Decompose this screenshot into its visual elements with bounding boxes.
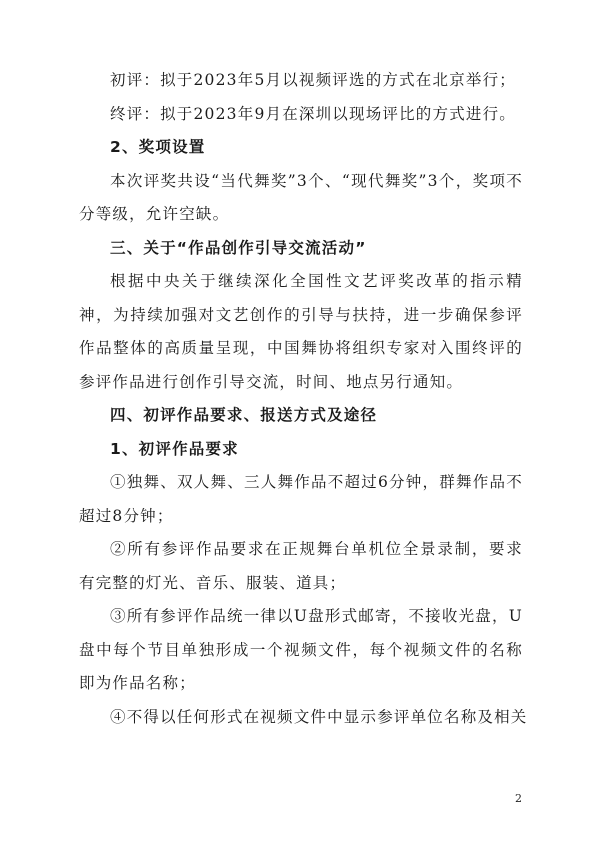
paragraph-award-count: 本次评奖共设“当代舞奖”3个、“现代舞奖”3个，奖项不分等级，允许空缺。 — [79, 171, 523, 223]
document-body — [79, 64, 528, 734]
paragraph-requirement-usb: ③所有参评作品统一律以U盘形式邮寄，不接收光盘，U盘中每个节目单独形成一个视频文件，每个视频文件的名称即为作品名称； — [79, 607, 523, 692]
paragraph-preliminary-review: 初评：拟于2023年5月以视频评选的方式在北京举行； — [110, 71, 517, 89]
heading-award-settings: 2、奖项设置 — [110, 138, 206, 156]
paragraph-requirement-recording: ②所有参评作品要求在正规舞台单机位全景录制，要求有完整的灯光、音乐、服装、道具； — [79, 540, 523, 592]
paragraph-final-review: 终评：拟于2023年9月在深圳以现场评比的方式进行。 — [110, 104, 517, 123]
page-number: 2 — [515, 792, 522, 805]
heading-submission-requirements: 四、初评作品要求、报送方式及途径 — [110, 406, 378, 424]
heading-preliminary-requirements: 1、初评作品要求 — [110, 439, 239, 458]
paragraph-requirement-duration: ①独舞、双人舞、三人舞作品不超过6分钟，群舞作品不超过8分钟； — [79, 473, 523, 525]
paragraph-requirement-anonymity: ④不得以任何形式在视频文件中显示参评单位名称及相关 — [110, 707, 528, 726]
heading-guidance-activity: 三、关于“作品创作引导交流活动” — [110, 238, 367, 257]
paragraph-guidance-details: 根据中央关于继续深化全国性文艺评奖改革的指示精神，为持续加强对文艺创作的引导与扶持，进一步确保参评作品整体的高质量呈现，中国舞协将组织专家对入围终评的参评作品进行创作引导交流，时间、地点另行通知。 — [79, 272, 523, 391]
